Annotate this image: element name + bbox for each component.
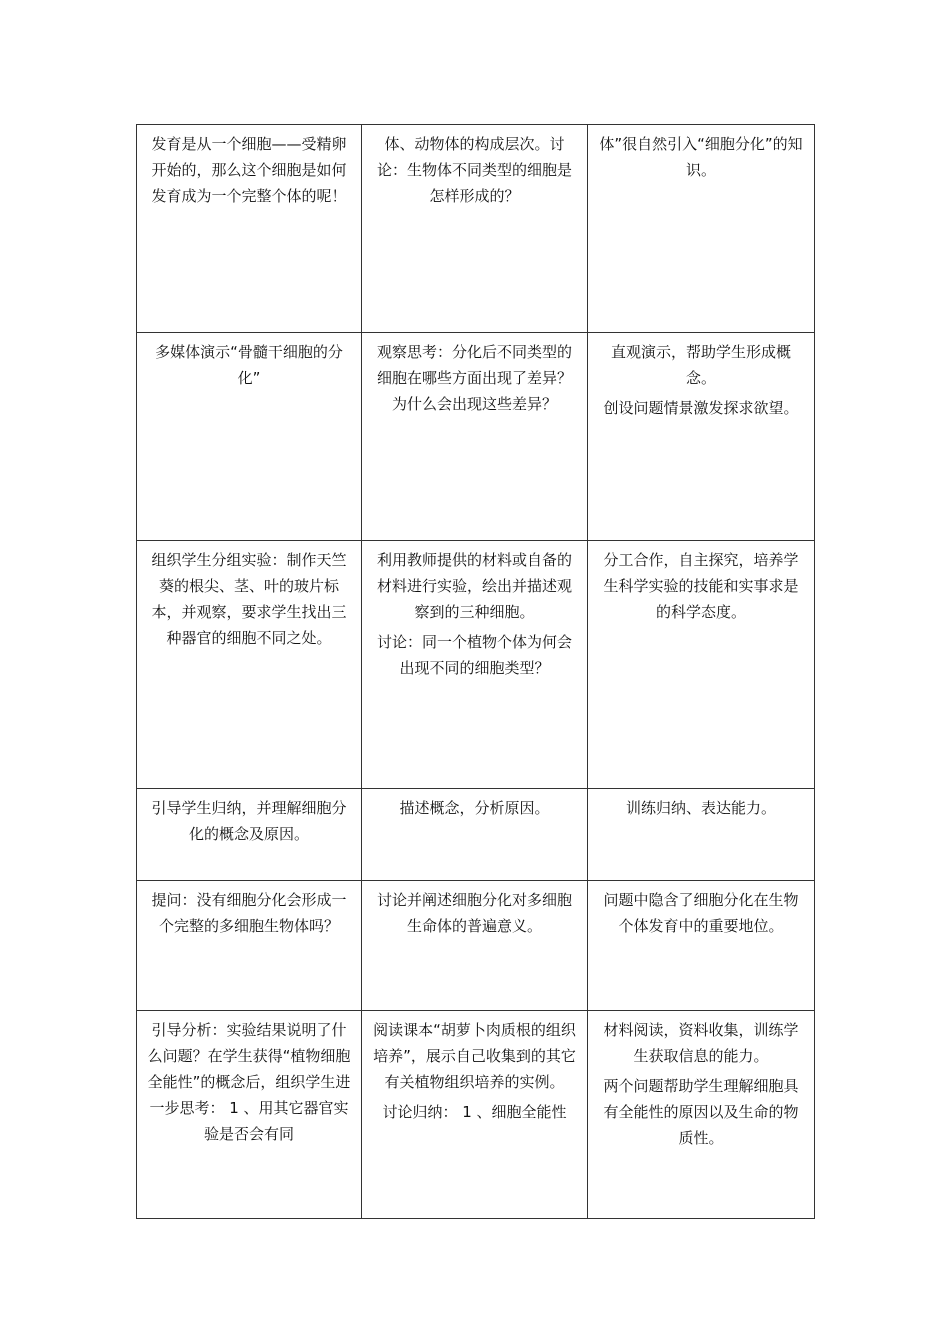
teacher-activity-cell: 多媒体演示“骨髓干细胞的分化” — [137, 333, 362, 541]
table-row — [137, 881, 815, 1011]
design-intent-cell: 直观演示，帮助学生形成概念。 创设问题情景激发探求欲望。 — [588, 333, 815, 541]
student-activity-cell: 描述概念，分析原因。 — [362, 789, 588, 881]
student-activity-cell: 体、动物体的构成层次。讨论：生物体不同类型的细胞是怎样形成的？ — [362, 125, 588, 333]
table-row — [137, 541, 815, 789]
lesson-plan-table — [136, 124, 815, 1219]
teacher-activity-cell: 引导学生归纳，并理解细胞分化的概念及原因。 — [137, 789, 362, 881]
student-activity-cell: 利用教师提供的材料或自备的材料进行实验，绘出并描述观察到的三种细胞。 讨论：同一个植物个体为何会出现不同的细胞类型？ — [362, 541, 588, 789]
design-intent-cell: 材料阅读，资料收集，训练学生获取信息的能力。 两个问题帮助学生理解细胞具有全能性的原因以及生命的物质性。 — [588, 1011, 815, 1219]
teacher-activity-cell: 引导分析：实验结果说明了什么问题？在学生获得“植物细胞全能性”的概念后，组织学生进一步思考： 1 、用其它器官实验是否会有同 — [137, 1011, 362, 1219]
teacher-activity-cell: 发育是从一个细胞——受精卵开始的，那么这个细胞是如何发育成为一个完整个体的呢！ — [137, 125, 362, 333]
table-row — [137, 1011, 815, 1219]
student-activity-cell: 阅读课本“胡萝卜肉质根的组织培养”，展示自己收集到的其它有关植物组织培养的实例。 讨论归纳： 1 、细胞全能性 — [362, 1011, 588, 1219]
design-intent-cell: 训练归纳、表达能力。 — [588, 789, 815, 881]
table-row — [137, 789, 815, 881]
design-intent-cell: 分工合作，自主探究，培养学生科学实验的技能和实事求是的科学态度。 — [588, 541, 815, 789]
table-row — [137, 125, 815, 333]
design-intent-cell: 体”很自然引入“细胞分化”的知识。 — [588, 125, 815, 333]
teacher-activity-cell: 组织学生分组实验：制作天竺葵的根尖、茎、叶的玻片标本，并观察，要求学生找出三种器官的细胞不同之处。 — [137, 541, 362, 789]
table-row — [137, 333, 815, 541]
teacher-activity-cell: 提问：没有细胞分化会形成一个完整的多细胞生物体吗？ — [137, 881, 362, 1011]
design-intent-cell: 问题中隐含了细胞分化在生物个体发育中的重要地位。 — [588, 881, 815, 1011]
student-activity-cell: 观察思考：分化后不同类型的细胞在哪些方面出现了差异？为什么会出现这些差异？ — [362, 333, 588, 541]
student-activity-cell: 讨论并阐述细胞分化对多细胞生命体的普遍意义。 — [362, 881, 588, 1011]
